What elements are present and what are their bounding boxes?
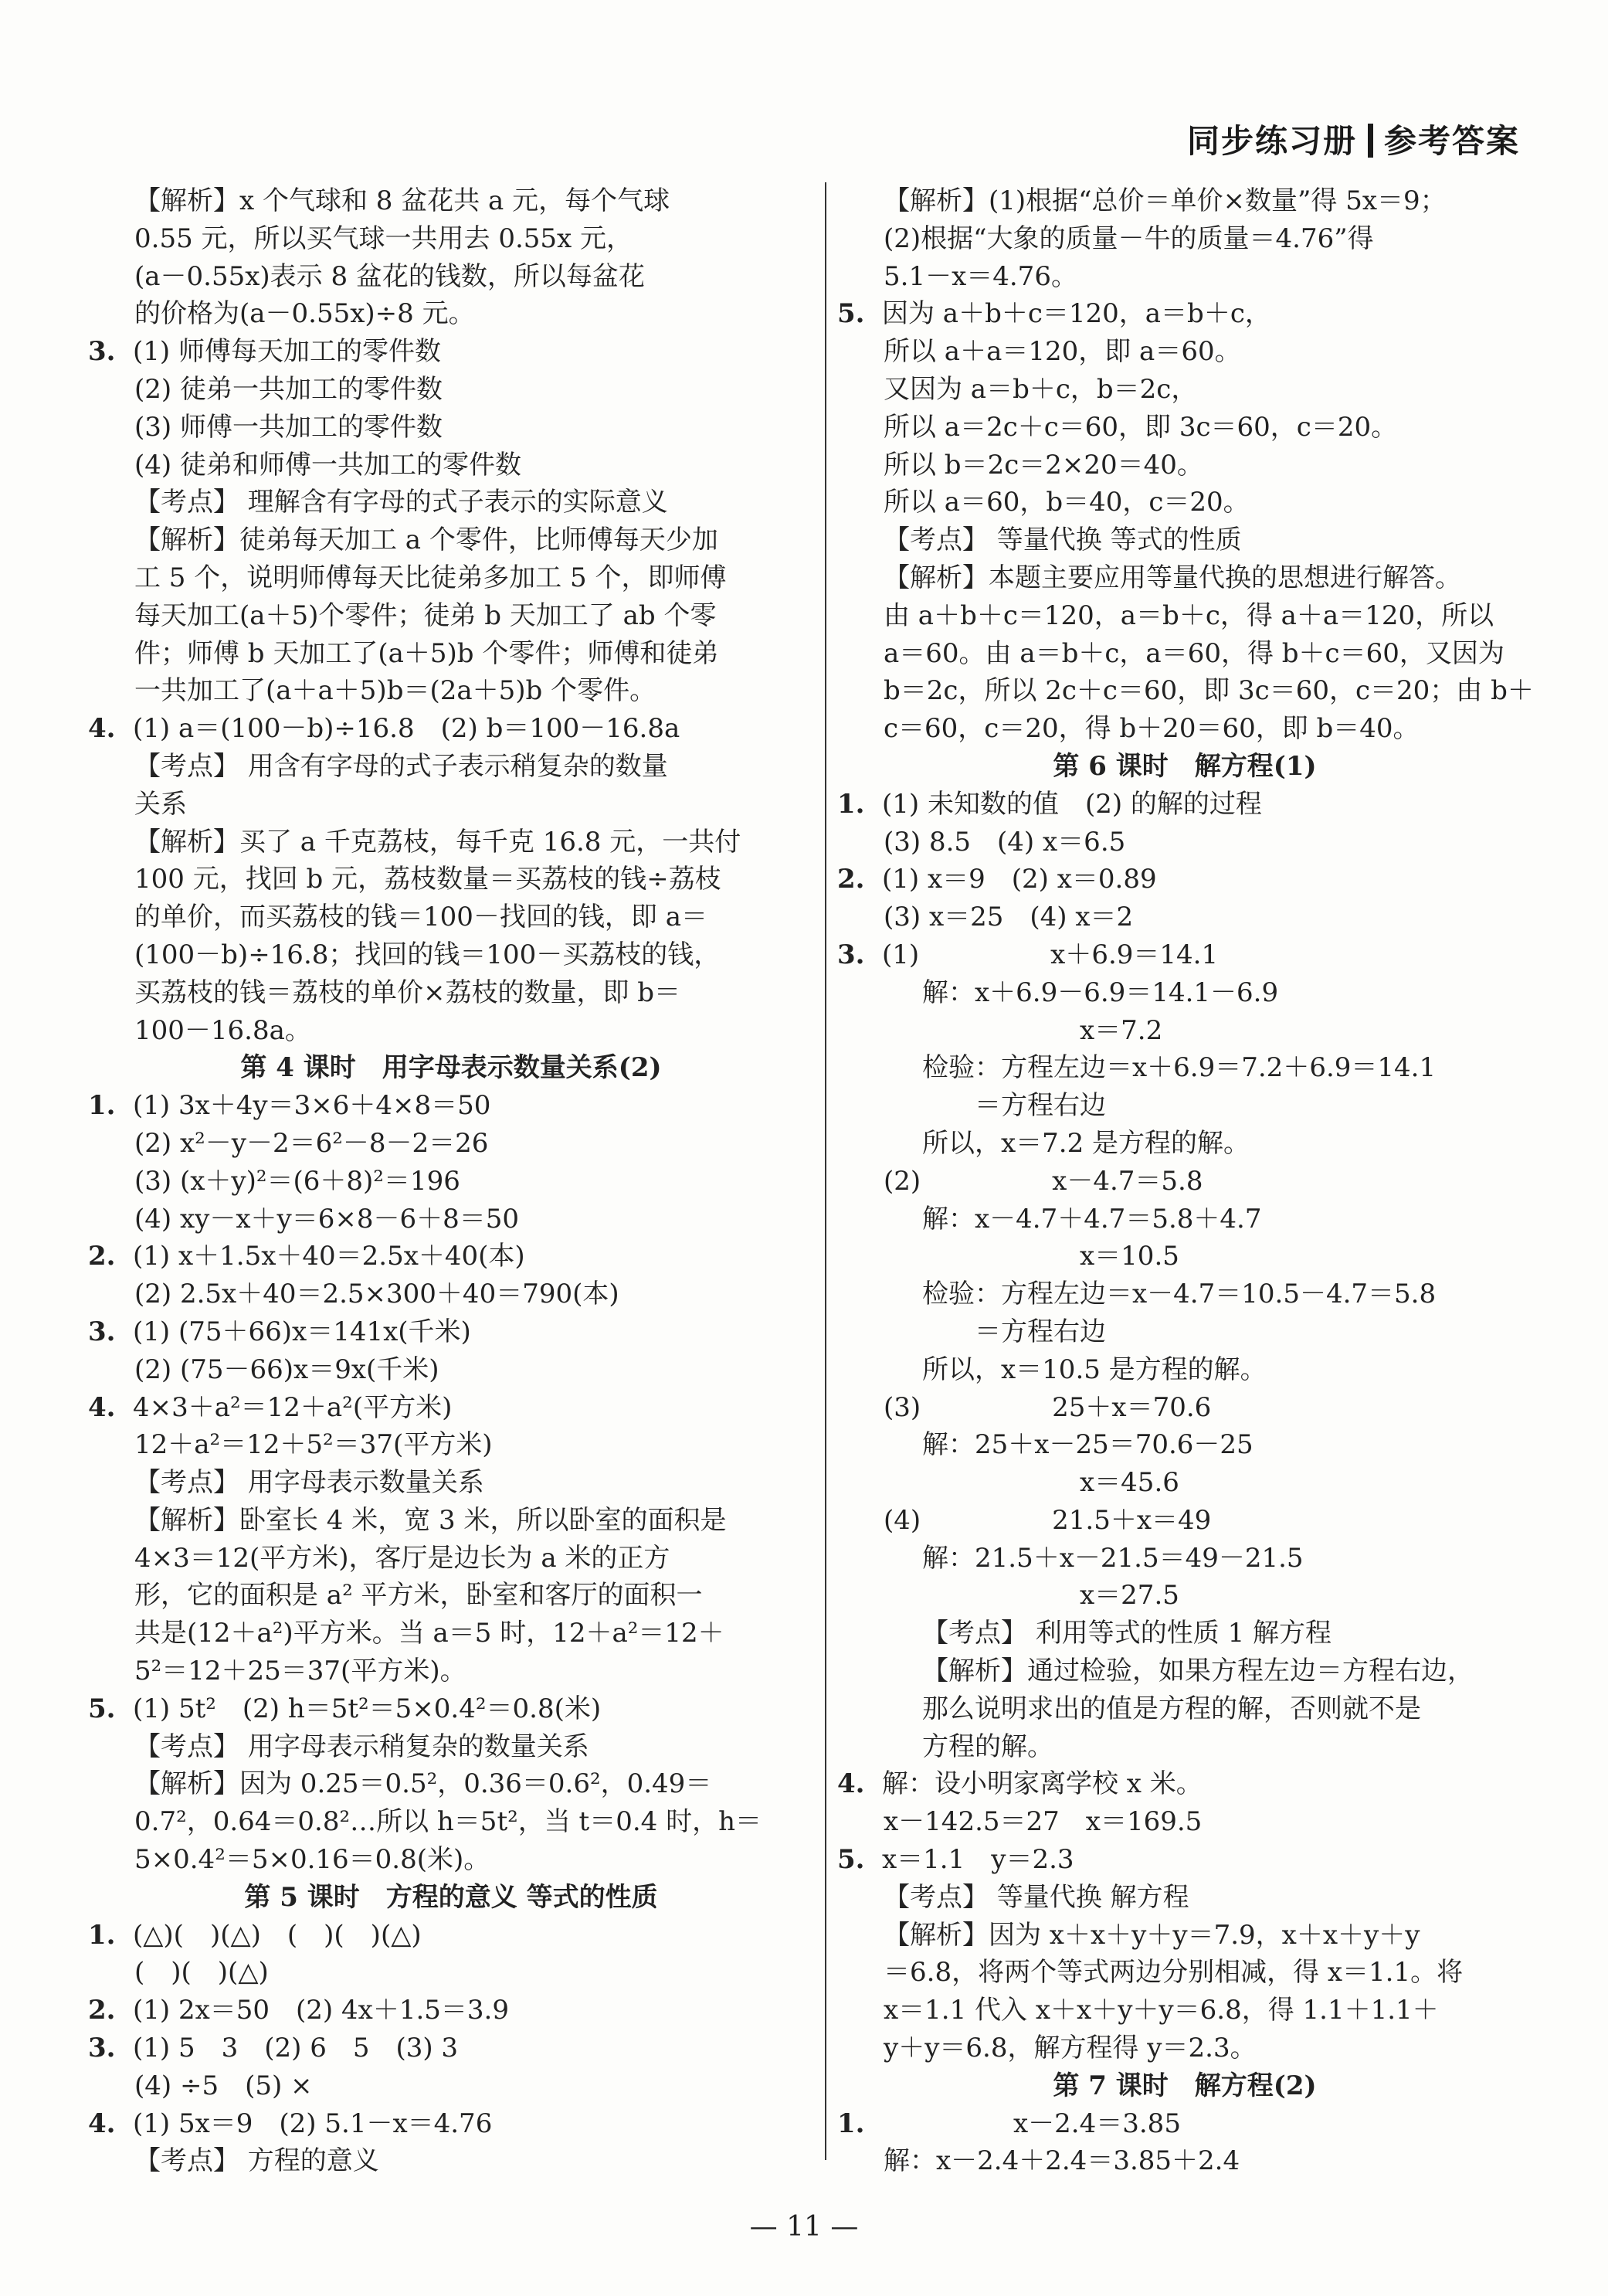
answer-line: 解：x－2.4＋2.4＝3.85＋2.4	[884, 2145, 1240, 2177]
question-line	[88, 1992, 814, 2029]
question-number: 5.	[88, 1693, 116, 1724]
question-line	[837, 936, 1532, 974]
answer-line: 所以 b＝2c＝2×20＝40。	[884, 449, 1203, 481]
answer-line: 解：25＋x－25＝70.6－25	[922, 1429, 1253, 1461]
question-number: 5.	[837, 298, 865, 330]
answer-line: (2) 徒弟一共加工的零件数	[134, 373, 443, 405]
section-title: 参考答案	[1383, 122, 1520, 160]
answer-line: x－142.5＝27 x＝169.5	[884, 1806, 1203, 1838]
question-line	[88, 710, 814, 748]
analysis-line: 【解析】(1)根据“总价＝单价×数量”得 5x＝9；	[884, 185, 1447, 216]
answer-line: (4) ÷5 (5) ×	[134, 2070, 313, 2101]
answer-line: 解：x－4.7＋4.7＝5.8＋4.7	[922, 1203, 1262, 1235]
answer-line: ＝6.8，将两个等式两边分别相减，得 x＝1.1。将	[884, 1957, 1464, 1989]
key-point-line: 【考点】 方程的意义	[134, 2145, 379, 2177]
analysis-line: 【解析】徒弟每天加工 a 个零件，比师傅每天少加	[134, 525, 718, 556]
lesson-heading: 第 6 课时 解方程(1)	[1053, 750, 1317, 782]
answer-line: 买荔枝的钱＝荔枝的单价×荔枝的数量，即 b＝	[134, 976, 681, 1008]
answer-text: 因为 a＋b＋c＝120，a＝b＋c，	[882, 298, 1271, 330]
answer-line: y＋y＝6.8，解方程得 y＝2.3。	[884, 2033, 1257, 2064]
answer-line: x＝10.5	[922, 1241, 1179, 1272]
answer-line: 12＋a²＝12＋5²＝37(平方米)	[134, 1429, 493, 1461]
answer-line: 由 a＋b＋c＝120，a＝b＋c，得 a＋a＝120，所以	[884, 599, 1494, 631]
answer-line: 所以 a＝60，b＝40，c＝20。	[884, 487, 1250, 518]
question-number: 1.	[88, 1090, 116, 1122]
question-number: 1.	[837, 2107, 865, 2139]
answer-line: 检验：方程左边＝x＋6.9＝7.2＋6.9＝14.1	[922, 1052, 1437, 1084]
answer-line: ＝方程右边	[922, 1316, 1106, 1347]
answer-line: 所以 a＝2c＋c＝60，即 3c＝60，c＝20。	[884, 411, 1398, 443]
question-number: 4.	[88, 713, 116, 745]
lesson-heading: 第 4 课时 用字母表示数量关系(2)	[240, 1052, 662, 1084]
answer-line: 5²＝12＋25＝37(平方米)。	[134, 1656, 466, 1687]
answer-line: 所以 a＋a＝120，即 a＝60。	[884, 336, 1241, 368]
question-number: 2.	[837, 864, 865, 895]
question-number: 2.	[88, 1995, 116, 2026]
answer-text: (1) 5 3 (2) 6 5 (3) 3	[133, 2033, 459, 2064]
question-line	[837, 1765, 1532, 1803]
answer-text: (1) 5t² (2) h＝5t²＝5×0.4²＝0.8(米)	[133, 1693, 602, 1724]
header-divider	[1368, 124, 1373, 158]
answer-line: (a－0.55x)表示 8 盆花的钱数，所以每盆花	[134, 260, 645, 292]
answer-line: x＝7.2	[922, 1014, 1163, 1046]
answer-line: 0.55 元，所以买气球一共用去 0.55x 元，	[134, 222, 633, 254]
answer-line: (4) xy－x＋y＝6×8－6＋8＝50	[134, 1203, 520, 1235]
answer-text: (1) 未知数的值 (2) 的解的过程	[882, 788, 1262, 820]
question-line	[88, 333, 814, 371]
answer-line: 5.1－x＝4.76。	[884, 260, 1077, 292]
answer-line: 所以，x＝10.5 是方程的解。	[922, 1353, 1267, 1385]
answer-text: x＝1.1 y＝2.3	[882, 1844, 1074, 1876]
analysis-line: 【解析】因为 0.25＝0.5²，0.36＝0.6²，0.49＝	[134, 1768, 712, 1800]
page-number: — 11 —	[749, 2211, 859, 2243]
answer-text: 4×3＋a²＝12＋a²(平方米)	[133, 1391, 453, 1423]
analysis-line: 【解析】本题主要应用等量代换的思想进行解答。	[884, 562, 1461, 593]
analysis-line: 【解析】x 个气球和 8 盆花共 a 元，每个气球	[134, 185, 670, 216]
key-point-line: 【考点】 用字母表示稍复杂的数量关系	[134, 1730, 589, 1762]
answer-line: (2) (75－66)x＝9x(千米)	[134, 1353, 439, 1385]
question-number: 3.	[837, 939, 865, 970]
answer-text: 解：设小明家离学校 x 米。	[882, 1768, 1203, 1800]
answer-line: 解：x＋6.9－6.9＝14.1－6.9	[922, 976, 1279, 1008]
question-number: 1.	[88, 1919, 116, 1951]
answer-text: (1) x＋6.9＝14.1	[882, 939, 1219, 970]
analysis-line: 【解析】因为 x＋x＋y＋y＝7.9，x＋x＋y＋y	[884, 1919, 1420, 1951]
question-line	[88, 1238, 814, 1275]
answer-line: (2) x－4.7＝5.8	[884, 1165, 1203, 1197]
answer-line: 方程的解。	[922, 1730, 1053, 1762]
answer-line: 工 5 个，说明师傅每天比徒弟多加工 5 个，即师傅	[134, 562, 727, 593]
question-line	[837, 2105, 1532, 2143]
answer-line: x＝45.6	[922, 1467, 1179, 1499]
question-line	[88, 1087, 814, 1125]
page-header	[1187, 116, 1520, 162]
analysis-line: 【解析】买了 a 千克荔枝，每千克 16.8 元，一共付	[134, 826, 741, 858]
question-number: 3.	[88, 2033, 116, 2064]
question-line	[88, 2105, 814, 2143]
key-point-line: 【考点】 利用等式的性质 1 解方程	[922, 1618, 1332, 1649]
answer-line: 关系	[134, 788, 187, 820]
answer-line: 又因为 a＝b＋c，b＝2c，	[884, 373, 1198, 405]
answer-line: 的单价，而买荔枝的钱＝100－找回的钱，即 a＝	[134, 902, 707, 933]
answer-text: (1) (75＋66)x＝141x(千米)	[133, 1316, 471, 1347]
key-point-line: 【考点】 等量代换 解方程	[884, 1881, 1189, 1913]
answer-line: 所以，x＝7.2 是方程的解。	[922, 1127, 1250, 1159]
answer-line: 5×0.4²＝5×0.16＝0.8(米)。	[134, 1844, 490, 1876]
answer-line: (3) 8.5 (4) x＝6.5	[884, 826, 1126, 858]
answer-text: (1) x＋1.5x＋40＝2.5x＋40(本)	[133, 1241, 525, 1272]
analysis-line: 【解析】通过检验，如果方程左边＝方程右边，	[922, 1656, 1474, 1687]
answer-line: 一共加工了(a＋a＋5)b＝(2a＋5)b 个零件。	[134, 675, 656, 707]
key-point-line: 【考点】 用含有字母的式子表示稍复杂的数量	[134, 750, 668, 782]
answer-line: (4) 21.5＋x＝49	[884, 1504, 1212, 1536]
answer-line: 每天加工(a＋5)个零件；徒弟 b 天加工了 ab 个零	[134, 599, 717, 631]
answer-line: 0.7²，0.64＝0.8²…所以 h＝5t²，当 t＝0.4 时，h＝	[134, 1806, 762, 1838]
answer-text: (△)( )(△) ( )( )(△)	[133, 1919, 422, 1951]
answer-line: x＝1.1 代入 x＋x＋y＋y＝6.8，得 1.1＋1.1＋	[884, 1995, 1439, 2026]
answer-line: (2) 2.5x＋40＝2.5×300＋40＝790(本)	[134, 1279, 619, 1310]
answer-line: 100－16.8a。	[134, 1014, 311, 1046]
answer-text: (1) a＝(100－b)÷16.8 (2) b＝100－16.8a	[133, 713, 680, 745]
question-number: 1.	[837, 788, 865, 820]
answer-line: (2) x²－y－2＝6²－8－2＝26	[134, 1127, 489, 1159]
answer-line: 100 元，找回 b 元，荔枝数量＝买荔枝的钱÷荔枝	[134, 864, 721, 895]
question-number: 5.	[837, 1844, 865, 1876]
column-divider	[825, 182, 826, 2160]
answer-text: x－2.4＝3.85	[882, 2107, 1181, 2139]
question-line	[837, 295, 1532, 333]
answer-line: x＝27.5	[922, 1580, 1179, 1612]
question-line	[88, 1389, 814, 1427]
answer-line: (3) 师傅一共加工的零件数	[134, 411, 443, 443]
answer-line: (3) (x＋y)²＝(6＋8)²＝196	[134, 1165, 460, 1197]
answer-line: 形，它的面积是 a² 平方米，卧室和客厅的面积一	[134, 1580, 703, 1612]
key-point-line: 【考点】 用字母表示数量关系	[134, 1467, 484, 1499]
answer-line: 检验：方程左边＝x－4.7＝10.5－4.7＝5.8	[922, 1279, 1437, 1310]
answer-line: ＝方程右边	[922, 1090, 1106, 1122]
key-point-line: 【考点】 等量代换 等式的性质	[884, 525, 1242, 556]
answer-line: 解：21.5＋x－21.5＝49－21.5	[922, 1542, 1304, 1574]
key-point-line: 【考点】 理解含有字母的式子表示的实际意义	[134, 487, 668, 518]
question-line	[837, 861, 1532, 898]
answer-text: (1) x＝9 (2) x＝0.89	[882, 864, 1157, 895]
question-line	[88, 1313, 814, 1351]
answer-text: (1) 5x＝9 (2) 5.1－x＝4.76	[133, 2107, 493, 2139]
answer-line: (100－b)÷16.8；找回的钱＝100－买荔枝的钱，	[134, 939, 721, 970]
left-column	[88, 182, 814, 2180]
answer-line: ( )( )(△)	[134, 1957, 269, 1989]
answer-text: (1) 2x＝50 (2) 4x＋1.5＝3.9	[133, 1995, 509, 2026]
answer-line: b＝2c，所以 2c＋c＝60，即 3c＝60，c＝20；由 b＋	[884, 675, 1534, 707]
question-number: 4.	[88, 2107, 116, 2139]
answer-line: 共是(12＋a²)平方米。当 a＝5 时，12＋a²＝12＋	[134, 1618, 724, 1649]
right-column	[837, 182, 1532, 2180]
answer-text: (1) 师傅每天加工的零件数	[133, 336, 441, 368]
question-line	[88, 1917, 814, 1955]
question-number: 4.	[88, 1391, 116, 1423]
analysis-line: 【解析】卧室长 4 米，宽 3 米，所以卧室的面积是	[134, 1504, 727, 1536]
answer-line: (3) 25＋x＝70.6	[884, 1391, 1212, 1423]
question-number: 2.	[88, 1241, 116, 1272]
question-line	[837, 1841, 1532, 1879]
lesson-heading: 第 7 课时 解方程(2)	[1053, 2070, 1317, 2101]
book-title: 同步练习册	[1186, 122, 1357, 160]
question-line	[88, 1690, 814, 1728]
answer-line: c＝60，c＝20，得 b＋20＝60，即 b＝40。	[884, 713, 1420, 745]
question-line	[88, 2029, 814, 2067]
question-line	[837, 786, 1532, 824]
answer-line: 4×3＝12(平方米)，客厅是边长为 a 米的正方	[134, 1542, 670, 1574]
question-number: 3.	[88, 336, 116, 368]
answer-line: (2)根据“大象的质量－牛的质量＝4.76”得	[884, 222, 1374, 254]
answer-line: 那么说明求出的值是方程的解，否则就不是	[922, 1693, 1421, 1724]
question-number: 4.	[837, 1768, 865, 1800]
answer-line: (4) 徒弟和师傅一共加工的零件数	[134, 449, 521, 481]
answer-line: 件；师傅 b 天加工了(a＋5)b 个零件；师傅和徒弟	[134, 637, 719, 669]
answer-line: a＝60。由 a＝b＋c，a＝60，得 b＋c＝60，又因为	[884, 637, 1505, 669]
answer-line: 的价格为(a－0.55x)÷8 元。	[134, 298, 475, 330]
answer-line: (3) x＝25 (4) x＝2	[884, 902, 1134, 933]
answer-text: (1) 3x＋4y＝3×6＋4×8＝50	[133, 1090, 491, 1122]
lesson-heading: 第 5 课时 方程的意义 等式的性质	[244, 1881, 658, 1913]
question-number: 3.	[88, 1316, 116, 1347]
